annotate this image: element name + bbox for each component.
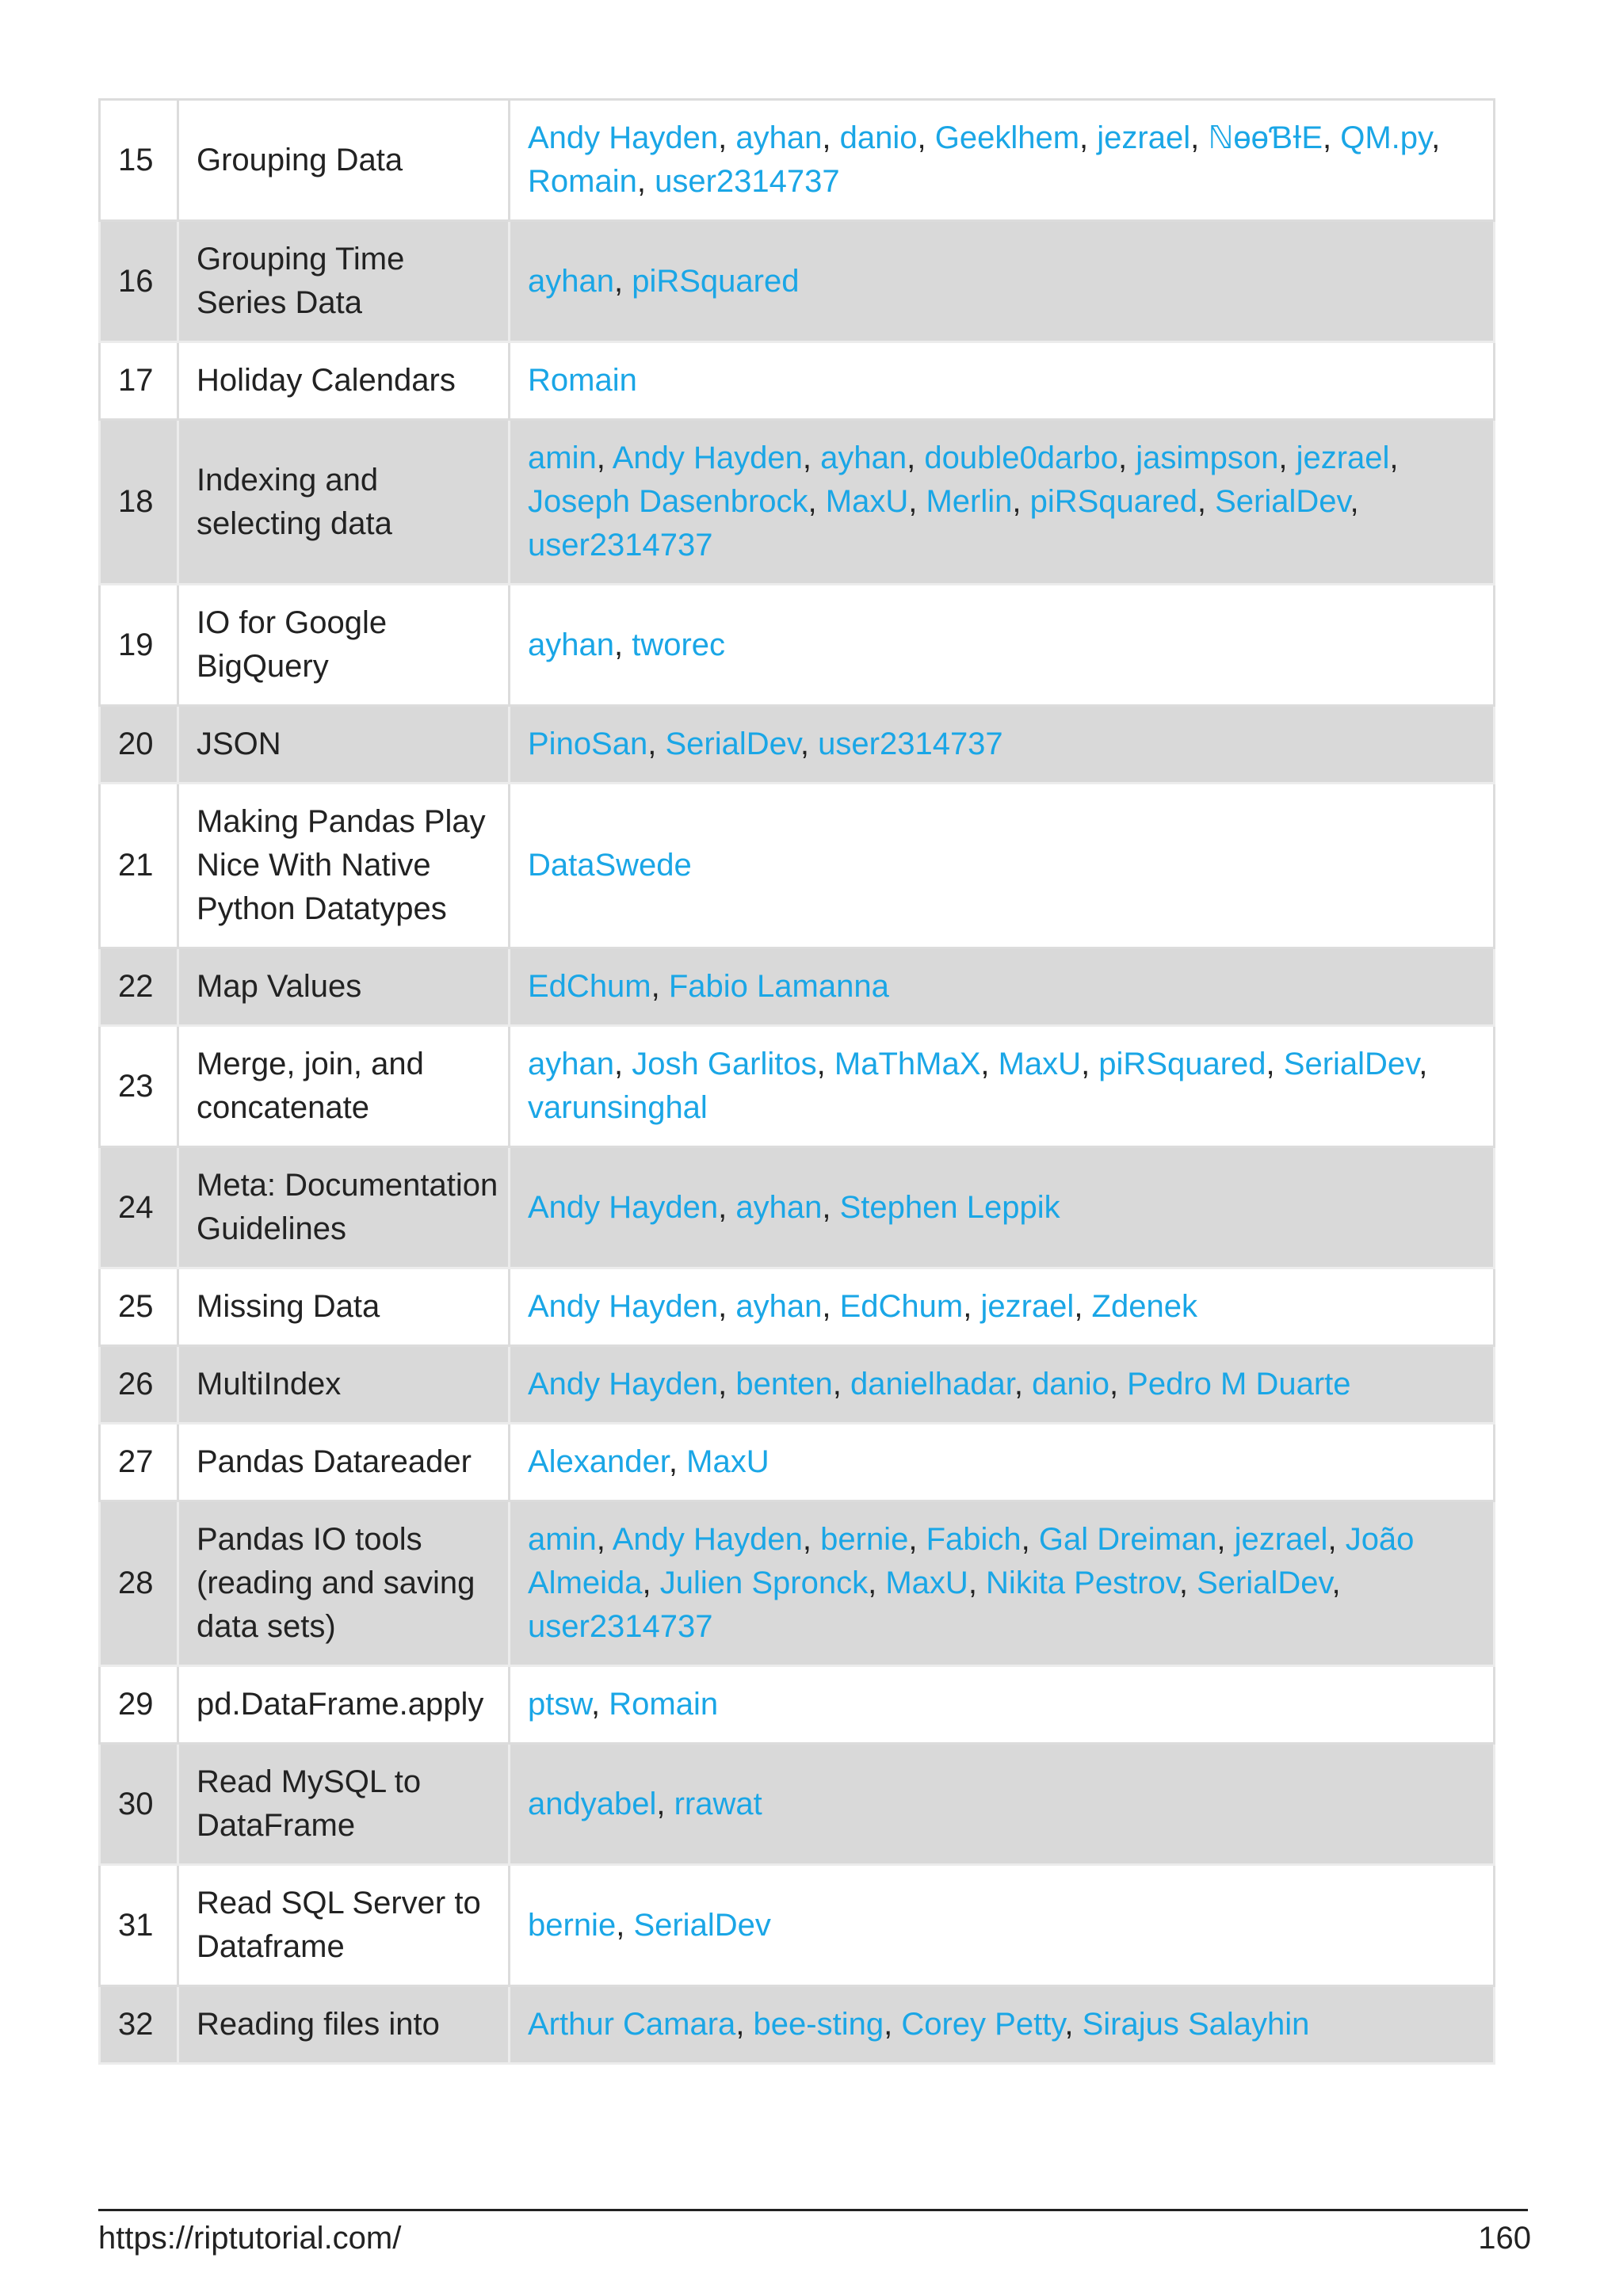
contributor-link[interactable]: MaxU [885,1566,968,1600]
contributor-link[interactable]: Andy Hayden [528,120,719,155]
contributors-cell [510,1744,1495,1865]
contributor-separator: , [591,1687,609,1722]
contributor-link[interactable]: ayhan [528,1047,614,1081]
contributor-separator: , [808,484,826,519]
table-row [100,1346,1495,1424]
table-row [100,342,1495,420]
contributor-link[interactable]: danielhadar [850,1367,1014,1402]
contributor-link[interactable]: Josh Garlitos [632,1047,817,1081]
contributor-link[interactable]: user2314737 [528,1609,713,1644]
chapter-number: 16 [100,221,178,342]
contributor-separator: , [868,1566,886,1600]
contributor-link[interactable]: ayhan [528,263,614,299]
table-row [100,1147,1495,1268]
contributor-link[interactable]: varunsinghal [528,1090,708,1125]
contributor-separator: , [1012,484,1030,519]
contributor-separator: , [1331,1566,1341,1600]
contributor-link[interactable]: jezrael [1097,120,1191,155]
contributor-link[interactable]: amin [528,1522,597,1557]
table-row [100,221,1495,342]
contributors-cell [510,100,1495,221]
contributor-link[interactable]: ayhan [735,120,823,155]
contributor-link[interactable]: SerialDev [1197,1566,1332,1600]
contributor-link[interactable]: ayhan [528,627,614,662]
chapter-title: pd.DataFrame.apply [178,1666,510,1744]
contributor-separator: , [980,1047,999,1081]
contributor-separator: , [1064,2007,1083,2042]
contributor-separator: , [1109,1367,1128,1402]
contributor-separator: , [1278,441,1296,475]
chapter-title: IO for Google BigQuery [178,585,510,706]
contributor-link[interactable]: SerialDev [1215,484,1350,519]
contributor-separator: , [651,969,669,1004]
contributor-link[interactable]: Zdenek [1091,1289,1197,1324]
table-row [100,784,1495,948]
contributors-table-body [100,100,1495,2064]
contributor-link[interactable]: Romain [528,363,637,398]
contributor-link[interactable]: ayhan [735,1289,823,1324]
contributor-separator: , [596,1522,613,1557]
chapter-number: 15 [100,100,178,221]
contributors-cell [510,1147,1495,1268]
contributor-link[interactable]: QM.py [1340,120,1432,155]
contributor-link[interactable]: EdChum [839,1289,964,1324]
contributor-link[interactable]: Nikita Pestrov [986,1566,1179,1600]
contributor-separator: , [613,1047,632,1081]
page-number: 160 [1478,2221,1531,2256]
chapter-title: Grouping Time Series Data [178,221,510,342]
table-row [100,585,1495,706]
table-row [100,1666,1495,1744]
contributor-link[interactable]: MaxU [825,484,909,519]
contributor-separator: , [917,120,935,155]
contributor-link[interactable]: rrawat [674,1786,762,1821]
contributor-link[interactable]: Alexander [528,1444,669,1479]
footer-url: https://riptutorial.com/ [98,2221,402,2256]
chapter-title: Read SQL Server to Dataframe [178,1865,510,1986]
contributor-link[interactable]: piRSquared [1098,1047,1266,1081]
chapter-number: 19 [100,585,178,706]
contributors-cell [510,221,1495,342]
contributors-cell [510,1268,1495,1346]
contributor-link[interactable]: Romain [609,1687,719,1722]
contributor-separator: , [668,1444,687,1479]
contributor-separator: , [656,1786,674,1821]
chapter-number: 25 [100,1268,178,1346]
table-row [100,420,1495,585]
contributor-separator: , [718,1289,736,1324]
table-row [100,1026,1495,1147]
contributor-link[interactable]: bee-sting [753,2007,884,2042]
contributor-separator: , [884,2007,902,2042]
chapter-number: 24 [100,1147,178,1268]
contributors-cell [510,420,1495,585]
chapter-title: Making Pandas Play Nice With Native Python Datatypes [178,784,510,948]
contributor-link[interactable]: bernie [820,1522,909,1557]
contributor-separator: , [822,1289,840,1324]
contributor-link[interactable]: Merlin [926,484,1013,519]
table-row [100,1986,1495,2064]
contributor-link[interactable]: bernie [528,1907,617,1943]
chapter-title: Map Values [178,948,510,1026]
chapter-title: Read MySQL to DataFrame [178,1744,510,1865]
contributor-separator: , [907,441,925,475]
contributor-link[interactable]: Andy Hayden [528,1189,719,1225]
contributor-link[interactable]: andyabel [528,1786,657,1821]
contributor-link[interactable]: piRSquared [632,263,800,299]
contributor-link[interactable]: Fabio Lamanna [668,969,889,1004]
contributor-link[interactable]: Romain [528,164,637,199]
contributors-cell [510,1865,1495,1986]
chapter-number: 30 [100,1744,178,1865]
contributor-separator: , [1323,120,1341,155]
contributor-link[interactable]: Andy Hayden [528,1289,719,1324]
contributor-link[interactable]: Pedro M Duarte [1127,1367,1351,1402]
table-row [100,706,1495,784]
chapter-number: 23 [100,1026,178,1147]
contributor-link[interactable]: MaxU [686,1444,769,1479]
chapter-number: 26 [100,1346,178,1424]
contributor-separator: , [802,441,821,475]
contributor-link[interactable]: MaThMaX [834,1047,981,1081]
contributor-separator: , [1419,1047,1428,1081]
contributor-link[interactable]: tworec [632,627,726,662]
contributors-cell [510,1424,1495,1501]
contributor-separator: , [908,484,926,519]
contributor-link[interactable]: ayhan [735,1189,823,1225]
table-row [100,1744,1495,1865]
contributor-link[interactable]: Gal Dreiman [1038,1522,1217,1557]
contributor-link[interactable]: danio [1032,1367,1109,1402]
contributor-separator: , [802,1522,821,1557]
contributors-cell [510,706,1495,784]
chapter-title: Meta: Documentation Guidelines [178,1147,510,1268]
contributor-separator: , [647,727,666,761]
contributor-link[interactable]: MaxU [998,1047,1082,1081]
contributor-link[interactable]: Andy Hayden [528,1367,719,1402]
table-row [100,1501,1495,1666]
contributor-link[interactable]: user2314737 [528,528,713,563]
chapter-number: 27 [100,1424,178,1501]
contributor-link[interactable]: ptsw [528,1687,592,1722]
contributor-separator: , [636,164,655,199]
chapter-title: Indexing and selecting data [178,420,510,585]
contributor-separator: , [1216,1522,1235,1557]
contributor-link[interactable]: jezrael [1296,441,1390,475]
contributor-link[interactable]: Julien Spronck [659,1566,869,1600]
contributor-separator: , [1014,1367,1033,1402]
chapter-number: 18 [100,420,178,585]
contributor-separator: , [968,1566,987,1600]
chapter-title: Pandas IO tools (reading and saving data sets) [178,1501,510,1666]
table-row [100,948,1495,1026]
contributor-link[interactable]: DataSwede [528,848,692,883]
contributor-separator: , [1197,484,1216,519]
contributor-link[interactable]: piRSquared [1029,484,1197,519]
chapter-title: Missing Data [178,1268,510,1346]
contributor-separator: , [1350,484,1359,519]
contributor-separator: , [735,2007,754,2042]
contributor-link[interactable]: SerialDev [665,727,800,761]
chapter-title: JSON [178,706,510,784]
contributors-cell [510,948,1495,1026]
contributor-link[interactable]: Andy Hayden [612,1522,803,1557]
contributor-link[interactable]: Arthur Camara [528,2007,736,2042]
contributor-link[interactable]: SerialDev [633,1907,771,1943]
contributor-separator: , [642,1566,660,1600]
contributors-cell [510,1501,1495,1666]
chapter-title: Grouping Data [178,100,510,221]
contributor-link[interactable]: Stephen Leppik [839,1189,1060,1225]
contributor-separator: , [1074,1289,1092,1324]
chapter-number: 29 [100,1666,178,1744]
contributor-separator: , [822,120,840,155]
contributor-link[interactable]: Andy Hayden [612,441,803,475]
chapter-number: 17 [100,342,178,420]
chapter-number: 28 [100,1501,178,1666]
contributors-cell [510,1026,1495,1147]
chapter-title: Pandas Datareader [178,1424,510,1501]
chapter-number: 20 [100,706,178,784]
contributor-separator: , [1118,441,1136,475]
chapter-number: 22 [100,948,178,1026]
contributor-separator: , [1389,441,1399,475]
contributor-link[interactable]: ayhan [820,441,907,475]
contributor-link[interactable]: jasimpson [1136,441,1279,475]
contributor-link[interactable]: João Almeida [528,1522,1415,1600]
contributors-cell [510,585,1495,706]
contributor-separator: , [1021,1522,1039,1557]
contributor-link[interactable]: danio [839,120,918,155]
contributor-link[interactable]: user2314737 [655,164,840,199]
contributor-separator: , [800,727,819,761]
table-row [100,1268,1495,1346]
contributor-separator: , [822,1189,840,1225]
contributor-separator: , [718,120,736,155]
chapter-title: MultiIndex [178,1346,510,1424]
contributor-link[interactable]: EdChum [528,969,651,1004]
contributors-cell [510,342,1495,420]
contributors-cell [510,784,1495,948]
contributor-separator: , [816,1047,834,1081]
chapter-title: Reading files into [178,1986,510,2064]
contributors-cell [510,1986,1495,2064]
contributor-link[interactable]: SerialDev [1283,1047,1419,1081]
contributor-link[interactable]: double0darbo [924,441,1119,475]
contributors-cell [510,1346,1495,1424]
contributor-separator: , [1327,1522,1346,1557]
contributor-separator: , [1081,1047,1099,1081]
contributor-link[interactable]: Corey Petty [901,2007,1065,2042]
contributor-link[interactable]: amin [528,441,597,475]
footer-divider [98,2209,1528,2211]
contributor-separator: , [908,1522,926,1557]
chapter-number: 32 [100,1986,178,2064]
contributor-separator: , [718,1367,736,1402]
contributor-separator: , [1190,120,1209,155]
contributors-table [98,98,1495,2065]
contributor-separator: , [616,1907,634,1943]
contributor-separator: , [832,1367,850,1402]
contributor-link[interactable]: Joseph Dasenbrock [528,484,808,519]
contributor-separator: , [1431,120,1441,155]
contributor-separator: , [596,441,613,475]
contributor-link[interactable]: Fabich [926,1522,1022,1557]
contributor-link[interactable]: Geeklhem [934,120,1080,155]
table-row [100,1424,1495,1501]
contributor-separator: , [1178,1566,1197,1600]
table-row [100,1865,1495,1986]
contributor-link[interactable]: jezrael [1234,1522,1328,1557]
contributor-separator: , [963,1289,981,1324]
table-row [100,100,1495,221]
contributors-cell [510,1666,1495,1744]
chapter-number: 31 [100,1865,178,1986]
contributor-separator: , [718,1189,736,1225]
chapter-title: Merge, join, and concatenate [178,1026,510,1147]
chapter-number: 21 [100,784,178,948]
contributor-separator: , [1079,120,1098,155]
contributor-link[interactable]: benten [735,1367,833,1402]
contributor-separator: , [613,627,632,662]
contributor-link[interactable]: ℕɵɵƁƗΕ [1208,120,1323,155]
contributor-link[interactable]: PinoSan [528,727,648,761]
contributor-link[interactable]: user2314737 [818,727,1003,761]
contributor-separator: , [613,263,632,299]
contributor-separator: , [1266,1047,1284,1081]
chapter-title: Holiday Calendars [178,342,510,420]
contributor-link[interactable]: jezrael [980,1289,1075,1324]
contributor-link[interactable]: Sirajus Salayhin [1082,2007,1310,2042]
